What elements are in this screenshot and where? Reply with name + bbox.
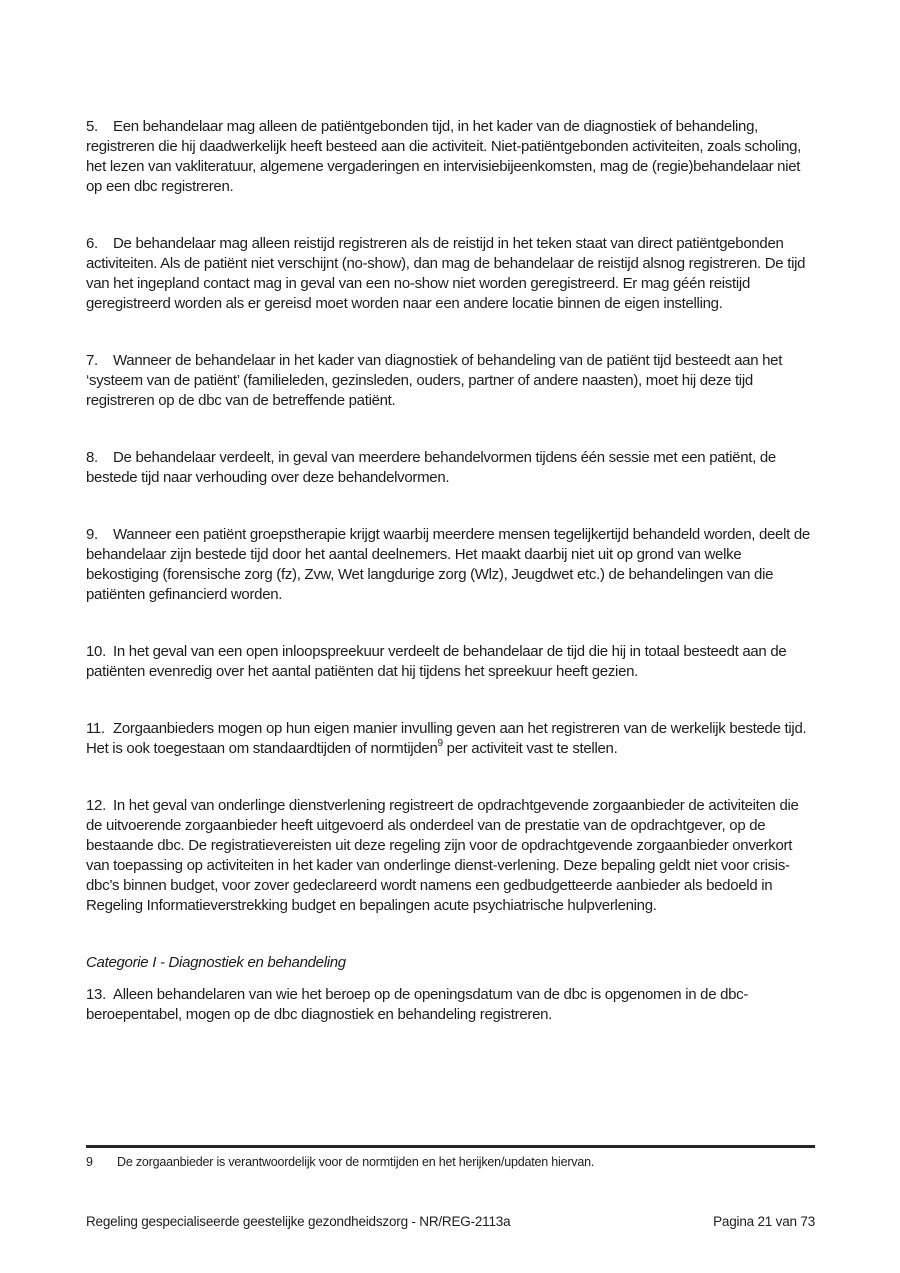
category-heading: Categorie I - Diagnostiek en behandeling [86,954,346,971]
paragraph-7-number: 7. [86,352,98,369]
paragraph-12 [86,796,816,916]
paragraph-5 [86,117,816,197]
document-body [86,117,816,1025]
footer-page-number: Pagina 21 van 73 [713,1214,815,1229]
paragraph-13-text: Alleen behandelaren van wie het beroep op de openingsdatum van de dbc is opgenomen in de dbc-beroepentabel, mogen op de dbc diagnostiek en behandeling registreren. [86,986,749,1023]
paragraph-9-text: Wanneer een patiënt groepstherapie krijgt waarbij meerdere mensen tegelijkertijd behandeld worden, deelt de behandelaar zijn bestede tijd door het aantal deelnemers. Het maakt daarbij niet uit op grond van welke bekostiging (forensische zorg (fz), Zvw, Wet langdurige zorg (Wlz), Jeugdwet etc.) de behandelingen van die patiënten gefinancierd worden. [86,526,810,603]
footnote [86,1154,815,1170]
paragraph-8-text: De behandelaar verdeelt, in geval van meerdere behandelvormen tijdens één sessie met een patiënt, de bestede tijd naar verhouding over deze behandelvormen. [86,449,776,486]
paragraph-11-text-continued: per activiteit vast te stellen. [442,740,618,757]
paragraph-6-number: 6. [86,235,98,252]
footnote-number: 9 [86,1155,93,1169]
paragraph-6 [86,234,816,314]
paragraph-13-number: 13. [86,986,106,1003]
paragraph-13 [86,985,816,1025]
paragraph-9 [86,525,816,605]
paragraph-5-text: Een behandelaar mag alleen de patiëntgebonden tijd, in het kader van de diagnostiek of behandeling, registreren die hij daadwerkelijk heeft besteed aan die activiteit. Niet-patiëntgebonden activiteiten, zoals scholing, het lezen van vakliteratuur, algemene vergaderingen en intervisiebijeenkomsten, mag de (regie)behandelaar niet op een dbc registreren. [86,118,802,195]
paragraph-8 [86,448,816,488]
paragraph-5-number: 5. [86,118,98,135]
paragraph-11-text: Zorgaanbieders mogen op hun eigen manier invulling geven aan het registreren van de werkelijk bestede tijd. Het is ook toegestaan om standaardtijden of normtijden [86,720,807,757]
paragraph-8-number: 8. [86,449,98,466]
paragraph-10-text: In het geval van een open inloopspreekuur verdeelt de behandelaar de tijd die hij in totaal besteedt aan de patiënten evenredig over het aantal patiënten dat hij tijdens het spreekuur heeft gezien. [86,643,787,680]
paragraph-7-text: Wanneer de behandelaar in het kader van diagnostiek of behandeling van de patiënt tijd besteedt aan het ‘systeem van de patiënt’ (familieleden, gezinsleden, ouders, partner of andere naasten), moet hij deze tijd registreren op de dbc van de betreffende patiënt. [86,352,783,409]
paragraph-11-number: 11. [86,720,105,737]
footnote-text: De zorgaanbieder is verantwoordelijk voor de normtijden en het herijken/updaten hiervan. [117,1155,595,1169]
page-footer [86,1213,815,1230]
paragraph-7 [86,351,816,411]
footer-document-title: Regeling gespecialiseerde geestelijke gezondheidszorg - NR/REG-2113a [86,1214,511,1229]
paragraph-12-number: 12. [86,797,106,814]
paragraph-9-number: 9. [86,526,98,543]
paragraph-11 [86,719,816,759]
paragraph-6-text: De behandelaar mag alleen reistijd registreren als de reistijd in het teken staat van direct patiëntgebonden activiteiten. Als de patiënt niet verschijnt (no-show), dan mag de behandelaar de reistijd alsnog registreren. De tijd van het ingepland contact mag in geval van een no-show niet worden geregistreerd. Er mag géén reistijd geregistreerd worden als er gereisd moet worden naar een andere locatie binnen de eigen instelling. [86,235,806,312]
footnote-separator-rule [86,1145,815,1148]
footnote-reference-9: 9 [437,738,443,749]
paragraph-12-text: In het geval van onderlinge dienstverlening registreert de opdrachtgevende zorgaanbieder de activiteiten die de uitvoerende zorgaanbieder heeft uitgevoerd als onderdeel van de prestatie van de opdrachtgever, op de bestaande dbc. De registratievereisten uit deze regeling zijn voor de opdrachtgevende zorgaanbieder onverkort van toepassing op activiteiten in het kader van onderlinge dienst-verlening. Deze bepaling geldt niet voor crisis-dbc’s binnen budget, voor zover gedeclareerd wordt namens een gedbudgetteerde aanbieder als bedoeld in Regeling Informatieverstrekking budget en bepalingen acute psychiatrische hulpverlening. [86,797,799,914]
paragraph-10 [86,642,816,682]
paragraph-10-number: 10. [86,643,106,660]
